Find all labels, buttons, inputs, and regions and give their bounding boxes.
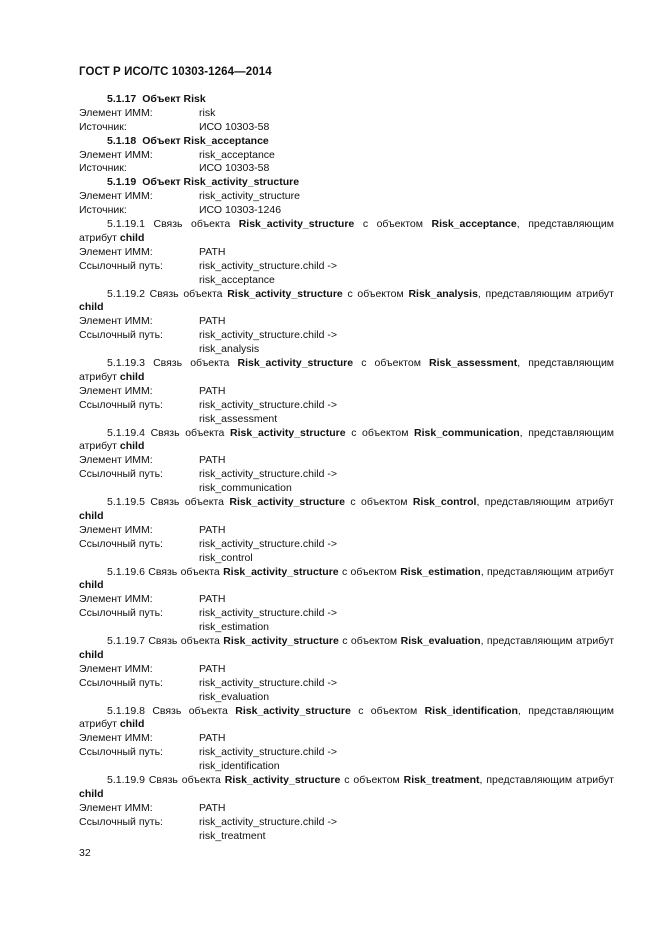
attribute-name: child [119,718,145,731]
document-body [79,93,614,844]
element-value: PATH [199,732,226,745]
attribute-word: атрибут [576,774,614,787]
reference-path-line: risk_activity_structure.child -> [199,537,338,550]
element-value: PATH [199,662,226,675]
section-number: 5.1.17 [107,93,137,105]
link-word: Связь [153,218,183,231]
element-value: PATH [199,523,226,536]
section-number: 5.1.19 [107,176,137,189]
reference-path-label: Ссылочный путь: [79,259,163,272]
link-number: 5.1.19.9 [107,774,145,787]
link-word: Связь [150,496,180,509]
link-from-object: Risk_activity_structure [223,565,339,578]
section-title-prefix: Объект [142,176,181,189]
representing-word: представляющим [485,287,572,300]
reference-path-row [79,677,614,691]
object-word: объекта [191,218,231,231]
with-object-word: с объектом [361,357,421,370]
reference-path-line: risk_activity_structure.child -> [199,746,338,759]
element-value: PATH [199,384,226,397]
link-to-object: Risk_acceptance [431,218,517,231]
element-row [79,246,614,260]
reference-path-continuation [79,691,614,705]
section-object-name: Risk [183,93,206,105]
source-label: Источник: [79,204,127,217]
element-label: Элемент ИММ: [79,384,153,397]
element-row [79,107,614,121]
representing-word: представляющим [528,704,615,717]
link-from-object: Risk_activity_structure [237,357,354,370]
link-to-object: Risk_control [412,496,477,509]
reference-path-line: risk_activity_structure.child -> [199,815,338,828]
element-row [79,149,614,163]
link-number: 5.1.19.6 [107,565,145,578]
element-label: Элемент ИММ: [79,801,153,814]
element-value: risk_activity_structure [199,190,300,203]
section-object-name: Risk_acceptance [183,134,269,147]
object-word: объекта [180,565,220,578]
element-row [79,732,614,746]
attribute-word: атрибут [576,565,615,578]
reference-path-target: risk_assessment [199,412,278,425]
element-row [79,663,614,677]
reference-path-line: risk_activity_structure.child -> [199,259,338,272]
element-value: PATH [199,315,226,328]
element-row [79,454,614,468]
section-heading [79,93,614,107]
link-number: 5.1.19.3 [107,357,145,370]
link-paragraph: 5.1.19.5 Связь объекта Risk_activity_structure с объектом Risk_control, представляющим атрибут child [79,496,614,522]
element-label: Элемент ИММ: [79,662,153,675]
element-row [79,190,614,204]
link-word: Связь [148,565,178,578]
attribute-name: child [79,579,104,592]
reference-path-continuation [79,413,614,427]
object-word: объекта [185,426,225,439]
element-label: Элемент ИММ: [79,523,153,536]
reference-path-continuation [79,482,614,496]
with-object-word: с объектом [358,704,418,717]
attribute-name: child [79,648,104,661]
link-from-object: Risk_activity_structure [224,774,341,787]
source-label: Источник: [79,162,127,175]
element-value: PATH [199,801,226,814]
link-word: Связь [149,287,179,300]
link-from-object: Risk_activity_structure [230,426,346,439]
link-word: Связь [148,635,178,648]
reference-path-label: Ссылочный путь: [79,607,163,620]
reference-path-target: risk_estimation [199,621,270,634]
source-value: ИСО 10303-58 [199,162,270,175]
link-from-object: Risk_activity_structure [229,496,345,509]
reference-path-row [79,607,614,621]
attribute-name: child [79,301,104,314]
object-word: объекта [181,774,221,787]
section-title-prefix: Объект [142,93,181,105]
element-row [79,593,614,607]
attribute-word: атрибут [79,440,117,453]
representing-word: представляющим [486,635,573,648]
link-number: 5.1.19.4 [107,426,145,439]
link-from-object: Risk_activity_structure [238,218,355,231]
reference-path-line: risk_activity_structure.child -> [199,676,338,689]
reference-path-row [79,329,614,343]
with-object-word: с объектом [362,218,423,231]
attribute-name: child [119,370,145,383]
link-paragraph: 5.1.19.9 Связь объекта Risk_activity_structure с объектом Risk_treatment, представляющим атрибут child [79,774,614,800]
link-paragraph: 5.1.19.3 Связь объекта Risk_activity_structure с объектом Risk_assessment, представляющим атрибут child [79,357,615,383]
element-value: PATH [199,593,226,606]
reference-path-label: Ссылочный путь: [79,815,163,828]
representing-word: представляющим [486,774,573,787]
link-to-object: Risk_assessment [429,357,518,370]
with-object-word: с объектом [342,635,398,648]
link-to-object: Risk_analysis [408,287,478,300]
link-number: 5.1.19.8 [107,704,145,717]
link-from-object: Risk_activity_structure [235,704,351,717]
reference-path-line: risk_activity_structure.child -> [199,398,338,411]
reference-path-line: risk_activity_structure.child -> [199,329,338,342]
section-heading [79,135,614,149]
source-row [79,121,614,135]
link-from-object: Risk_activity_structure [227,287,343,300]
element-label: Элемент ИММ: [79,245,153,258]
element-label: Элемент ИММ: [79,190,153,203]
reference-path-continuation [79,830,614,844]
reference-path-row [79,538,614,552]
section-title-prefix: Объект [142,134,181,147]
element-label: Элемент ИММ: [79,454,153,467]
link-word: Связь [148,774,178,787]
with-object-word: с объектом [341,565,397,578]
link-paragraph: 5.1.19.6 Связь объекта Risk_activity_structure с объектом Risk_estimation, представляющим атрибут child [79,565,615,592]
element-value: PATH [199,245,226,258]
attribute-word: атрибут [79,718,117,731]
attribute-word: атрибут [576,496,614,509]
element-row [79,524,614,538]
attribute-name: child [119,440,145,453]
reference-path-continuation [79,343,614,357]
link-from-object: Risk_activity_structure [223,635,339,648]
object-word: объекта [183,287,223,300]
reference-path-target: risk_identification [199,760,280,773]
link-paragraph: 5.1.19.4 Связь объекта Risk_activity_structure с объектом Risk_communication, представляющим атрибут child [79,426,615,453]
link-number: 5.1.19.2 [107,287,145,300]
element-label: Элемент ИММ: [79,106,153,119]
document-header: ГОСТ Р ИСО/ТС 10303-1264—2014 [79,66,272,78]
page-number: 32 [79,847,91,859]
with-object-word: с объектом [351,426,409,439]
reference-path-target: risk_acceptance [199,273,275,286]
reference-path-label: Ссылочный путь: [79,537,163,550]
link-to-object: Risk_treatment [403,774,480,787]
reference-path-target: risk_communication [199,482,292,495]
section-number: 5.1.18 [107,134,137,147]
attribute-word: атрибут [576,635,615,648]
link-paragraph: 5.1.19.2 Связь объекта Risk_activity_structure с объектом Risk_analysis, представляющим атрибут child [79,287,614,314]
element-label: Элемент ИММ: [79,315,153,328]
reference-path-label: Ссылочный путь: [79,329,163,342]
reference-path-continuation [79,621,614,635]
reference-path-label: Ссылочный путь: [79,746,163,759]
object-word: объекта [188,704,228,717]
reference-path-row [79,746,614,760]
reference-path-label: Ссылочный путь: [79,676,163,689]
attribute-name: child [79,509,104,522]
link-word: Связь [152,704,182,717]
attribute-name: child [119,231,145,244]
reference-path-continuation [79,552,614,566]
attribute-word: атрибут [79,231,117,244]
source-label: Источник: [79,120,127,133]
element-value: risk [199,106,216,119]
link-paragraph: 5.1.19.1 Связь объекта Risk_activity_structure с объектом Risk_acceptance, представляющим атрибут child [79,218,614,244]
attribute-name: child [79,787,104,800]
element-row [79,315,614,329]
element-value: risk_acceptance [199,148,275,161]
reference-path-label: Ссылочный путь: [79,468,163,481]
with-object-word: с объектом [350,496,408,509]
section-heading [79,176,614,190]
representing-word: представляющим [484,496,571,509]
element-value: PATH [199,454,226,467]
source-row [79,162,614,176]
reference-path-target: risk_treatment [199,829,266,842]
reference-path-target: risk_evaluation [199,690,270,703]
source-value: ИСО 10303-1246 [199,204,282,217]
link-to-object: Risk_identification [424,704,518,717]
reference-path-line: risk_activity_structure.child -> [199,607,338,620]
link-word: Связь [150,426,180,439]
reference-path-row [79,816,614,830]
link-number: 5.1.19.5 [107,496,145,509]
element-row [79,385,614,399]
link-to-object: Risk_communication [414,426,520,439]
link-to-object: Risk_evaluation [400,635,481,648]
representing-word: представляющим [528,426,615,439]
source-value: ИСО 10303-58 [199,120,270,133]
reference-path-line: risk_activity_structure.child -> [199,468,338,481]
reference-path-row [79,399,614,413]
reference-path-target: risk_control [199,551,253,564]
attribute-word: атрибут [576,287,614,300]
element-row [79,802,614,816]
reference-path-continuation [79,274,614,288]
reference-path-label: Ссылочный путь: [79,398,163,411]
attribute-word: атрибут [79,370,117,383]
link-paragraph: 5.1.19.8 Связь объекта Risk_activity_structure с объектом Risk_identification, представляющим атрибут child [79,704,615,731]
link-number: 5.1.19.1 [107,218,145,231]
representing-word: представляющим [528,357,615,370]
source-row [79,204,614,218]
link-paragraph: 5.1.19.7 Связь объекта Risk_activity_structure с объектом Risk_evaluation, представляющим атрибут child [79,635,615,661]
reference-path-continuation [79,760,614,774]
section-object-name: Risk_activity_structure [183,176,300,189]
with-object-word: с объектом [347,287,404,300]
element-label: Элемент ИММ: [79,148,153,161]
link-to-object: Risk_estimation [400,565,481,578]
object-word: объекта [190,357,230,370]
link-word: Связь [153,357,183,370]
reference-path-row [79,468,614,482]
reference-path-row [79,260,614,274]
element-label: Элемент ИММ: [79,732,153,745]
object-word: объекта [180,635,220,648]
object-word: объекта [184,496,224,509]
reference-path-target: risk_analysis [199,343,260,356]
link-number: 5.1.19.7 [107,635,145,648]
representing-word: представляющим [486,565,573,578]
element-label: Элемент ИММ: [79,593,153,606]
with-object-word: с объектом [344,774,400,787]
representing-word: представляющим [528,218,614,231]
